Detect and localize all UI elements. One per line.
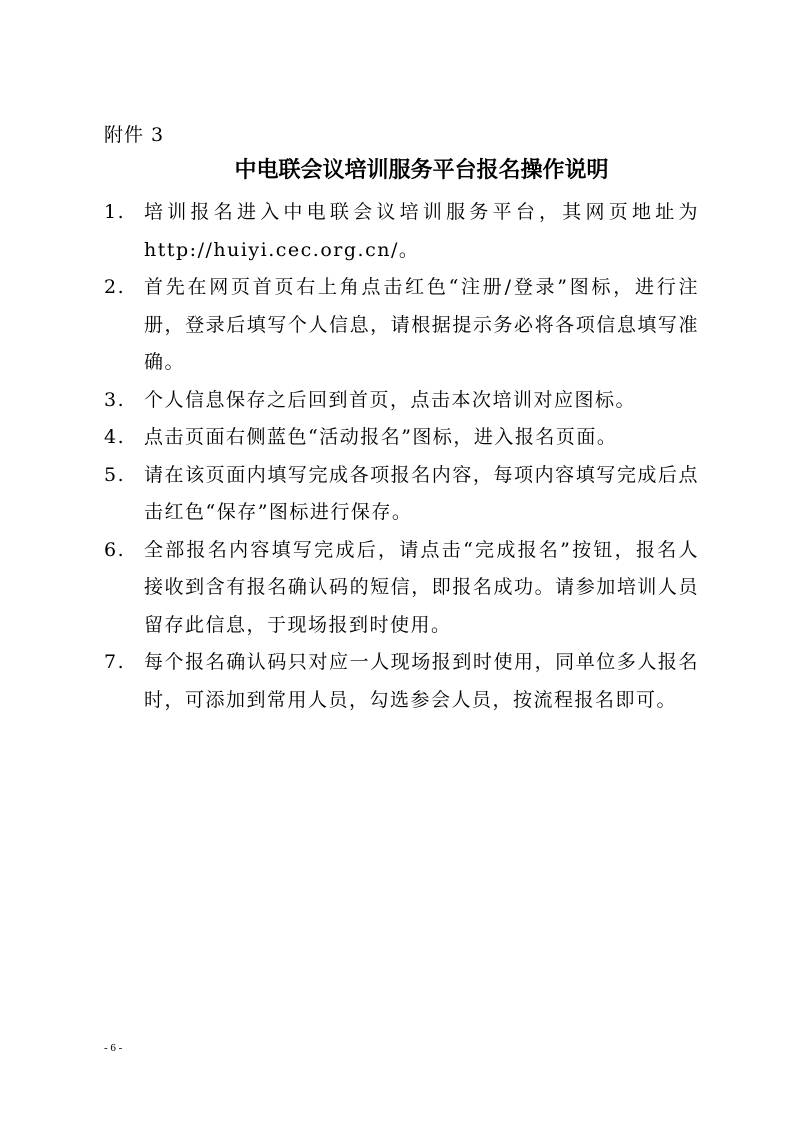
step-text: 请在该页面内填写完成各项报名内容，每项内容填写完成后点击红色“保存”图标进行保存。 bbox=[144, 463, 699, 523]
step-number: 4. bbox=[104, 426, 126, 448]
step-number: 1. bbox=[104, 201, 126, 223]
step-item bbox=[104, 532, 699, 645]
instruction-steps bbox=[104, 194, 699, 719]
step-number: 7. bbox=[104, 651, 126, 673]
step-item bbox=[104, 269, 699, 382]
step-number: 3. bbox=[104, 388, 126, 411]
document-title: 中电联会议培训服务平台报名操作说明 bbox=[234, 158, 609, 183]
step-number: 2. bbox=[104, 276, 126, 298]
step-item bbox=[104, 419, 699, 457]
step-number: 5. bbox=[104, 463, 126, 486]
step-text: 培训报名进入中电联会议培训服务平台，其网页地址为 http://huiyi.cec.org.cn/。 bbox=[144, 201, 699, 261]
step-item bbox=[104, 382, 699, 420]
page-number: - 6 - bbox=[104, 1042, 123, 1054]
attachment-label: 附件 3 bbox=[104, 124, 165, 146]
step-text: 首先在网页首页右上角点击红色“注册/登录”图标，进行注册，登录后填写个人信息，请根据提示务必将各项信息填写准确。 bbox=[144, 276, 699, 373]
step-text: 全部报名内容填写完成后，请点击“完成报名”按钮，报名人接收到含有报名确认码的短信，即报名成功。请参加培训人员留存此信息，于现场报到时使用。 bbox=[144, 538, 699, 636]
step-item bbox=[104, 194, 699, 269]
step-text: 点击页面右侧蓝色“活动报名”图标，进入报名页面。 bbox=[144, 426, 618, 448]
step-text: 个人信息保存之后回到首页，点击本次培训对应图标。 bbox=[144, 388, 637, 411]
step-item bbox=[104, 644, 699, 719]
step-number: 6. bbox=[104, 538, 126, 561]
step-text: 每个报名确认码只对应一人现场报到时使用，同单位多人报名时，可添加到常用人员，勾选参会人员，按流程报名即可。 bbox=[144, 651, 699, 711]
step-item bbox=[104, 457, 699, 532]
